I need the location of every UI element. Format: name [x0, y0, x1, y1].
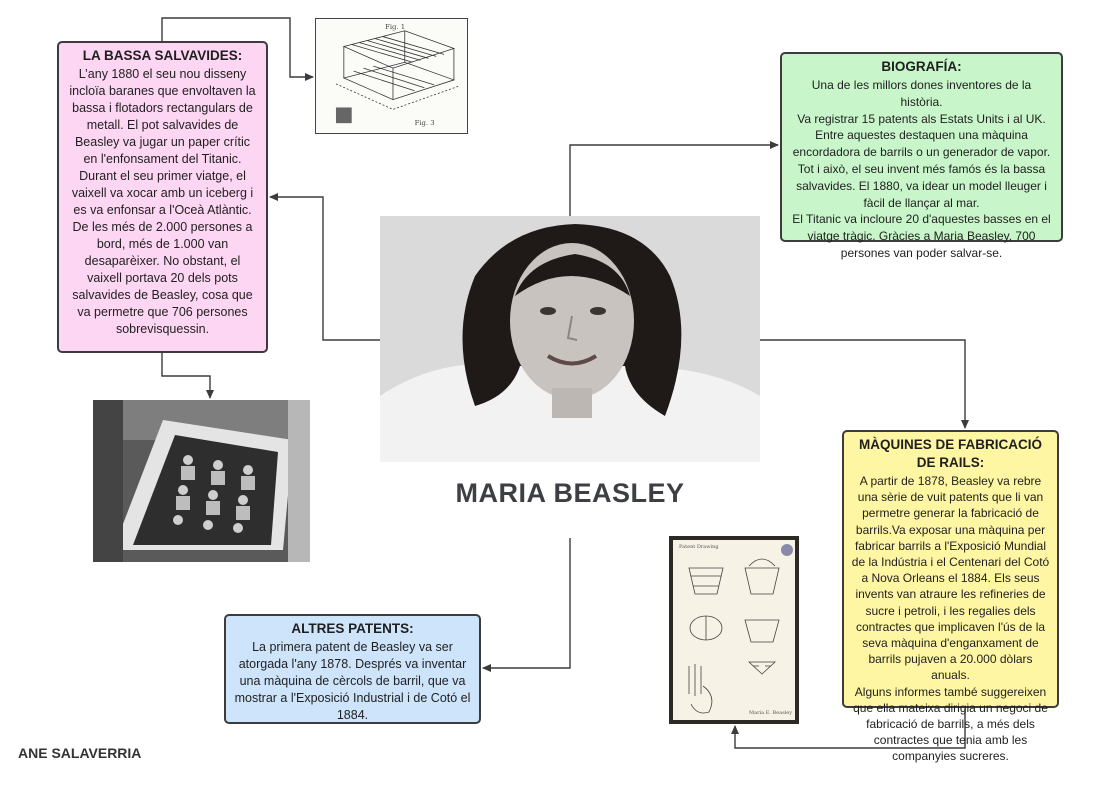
svg-text:Maria E. Beasley: Maria E. Beasley	[749, 710, 793, 716]
connector-portrait-to-bassa	[270, 197, 380, 340]
main-title: MARIA BEASLEY	[455, 478, 685, 508]
portrait-photo	[380, 216, 760, 462]
bio-line: Una de les millors dones inventores de la història.	[811, 78, 1032, 109]
raft-patent-drawing	[315, 18, 468, 134]
svg-text:Fig. 3: Fig. 3	[414, 119, 435, 128]
maquines-card	[842, 430, 1059, 764]
connector-portrait-to-maquines	[760, 340, 965, 428]
svg-text:Patent Drawing: Patent Drawing	[679, 544, 719, 550]
connector-title-to-altres	[483, 538, 570, 668]
altres-text: La primera patent de Beasley va ser atorgada l'any 1878. Després va inventar una màquina de cèrcols de barril, que va mostrar a l'Exposició Industrial i de Cotó el 1884.	[234, 640, 471, 722]
bio-title: BIOGRAFÍA:	[881, 59, 962, 74]
altres-patents-card	[224, 614, 481, 724]
lifeboat-photo	[93, 400, 310, 562]
barrel-patent-drawing	[669, 536, 799, 724]
bassa-text: L’any 1880 el seu nou disseny incloïa baranes que envoltaven la bassa i flotadors rectangulars de metall. El pot salvavides de Beasley va jugar un paper crític en l'enfonsament del Titanic. Durant el seu primer viatge, el vaixell va xocar amb un iceberg i es va enfonsar a l'Oceà Atlàntic. De les més de 2.000 persones a bord, més de 1.000 van desaparèixer. No obstant, el vaixell portava 20 dels pots salvavides de Beasley, cosa que va permetre que 706 persones sobrevisquessin.	[69, 67, 256, 336]
maquines-title: MÀQUINES DE FABRICACIÓ DE RAILS:	[858, 437, 1042, 470]
altres-title: ALTRES PATENTS:	[291, 621, 414, 636]
bio-line: El Titanic va incloure 20 d'aquestes basses en el viatge tràgic. Gràcies a Maria Beasley, 700 persones van poder salvar-se.	[792, 212, 1051, 260]
svg-text:Fig. 1: Fig. 1	[385, 22, 406, 31]
bio-line: Va registrar 15 patents als Estats Units i al UK.	[797, 111, 1046, 126]
author-name: ANE SALAVERRIA	[18, 745, 142, 761]
connector-bassa-to-boat	[162, 353, 210, 398]
connector-portrait-to-bio	[570, 145, 778, 216]
biografia-card	[780, 52, 1063, 260]
maquines-text-1: A partir de 1878, Beasley va rebre una sèrie de vuit patents que li van permetre generar la fabricació de barrils.Va exposar una màquina per fabricar barrils a l'Exposició Mundial de la Indústria i el Centenari del Cotó a Nova Orleans el 1884. Els seus invents van atraure les refineries de sucre i petroli, i les regalies dels contractes que implicaven l'ús de la seva màquina d'enganxament de barrils pujaven a 20.000 dòlars anuals.	[851, 474, 1050, 683]
bio-line: Entre aquestes destaquen una màquina encordadora de barrils o un generador de vapor.	[792, 128, 1051, 160]
bassa-salvavides-card	[57, 41, 268, 353]
bassa-title: LA BASSA SALVAVIDES:	[82, 48, 243, 63]
maquines-text-2: Alguns informes també suggereixen que ella mateixa dirigia un negoci de fabricació de barrils, a més dels contractes que tenia amb les companyies sucreres.	[853, 684, 1048, 764]
bio-line: Tot i això, el seu invent més famós és la bassa salvavides. El 1880, va idear un model lleuger i fàcil de llançar al mar.	[796, 161, 1047, 210]
